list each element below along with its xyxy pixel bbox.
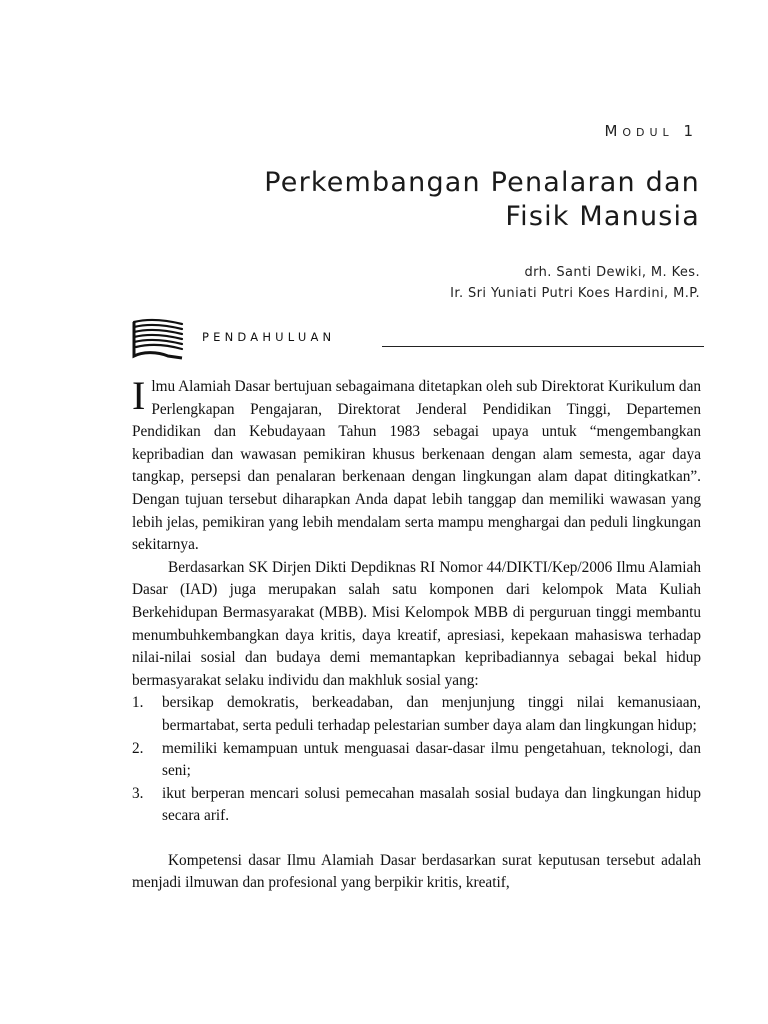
book-pages-icon: [132, 318, 184, 360]
list-item: [132, 692, 701, 737]
title-line-2: Fisik Manusia: [505, 201, 700, 232]
list-item: [132, 738, 701, 783]
module-label: Modul 1: [604, 122, 698, 140]
section-title: PENDAHULUAN: [202, 330, 336, 344]
paragraph-2: Berdasarkan SK Dirjen Dikti Depdiknas RI Nomor 44/DIKTI/Kep/2006 Ilmu Alamiah Dasar (IAD) juga merupakan salah satu komponen dari kelompok Mata Kuliah Berkehidupan Bermasyarakat (MBB). Misi Kelompok MBB di perguruan tinggi membantu menumbuhkembangkan daya kritis, daya kreatif, apresiasi, kepekaan mahasiswa terhadap nilai-nilai sosial dan budaya demi memantapkan kepribadiannya sebagai bekal hidup bermasyarakat selaku individu dan makhluk sosial yang:: [132, 558, 701, 689]
list-item: [132, 783, 701, 828]
list-item-text: memiliki kemampuan untuk menguasai dasar-dasar ilmu pengetahuan, teknologi, dan seni;: [162, 739, 701, 780]
list-item-number: 3.: [132, 784, 144, 802]
paragraph-spacer: [132, 828, 701, 850]
mission-list: [132, 692, 701, 828]
section-divider: [382, 346, 704, 347]
paragraph-1: [132, 373, 702, 557]
list-item-text: ikut berperan mencari solusi pemecahan masalah sosial budaya dan lingkungan hidup secara arif.: [162, 784, 701, 825]
paragraph-3: Kompetensi dasar Ilmu Alamiah Dasar berdasarkan surat keputusan tersebut adalah menjadi ilmuwan dan profesional yang berpikir kritis, kreatif,: [132, 851, 701, 892]
title-line-1: Perkembangan Penalaran dan: [264, 167, 700, 198]
author-1: drh. Santi Dewiki, M. Kes.: [524, 265, 700, 280]
list-item-text: bersikap demokratis, berkeadaban, dan menjunjung tinggi nilai kemanusiaan, bermartabat, serta peduli terhadap pelestarian sumber daya alam dan lingkungan hidup;: [162, 694, 701, 734]
paragraph-1-text: lmu Alamiah Dasar bertujuan sebagaimana ditetapkan oleh sub Direktorat Kurikulum dan Perlengkapan Pengajaran, Direktorat Jenderal Pendidikan Tinggi, Departemen Pendidikan dan Kebudayaan Tahun 1983 sebagai upaya untuk “mengembangkan kepribadian dan wawasan pemikiran khusus berkenaan dengan alam semesta, agar daya tangkap, persepsi dan penalaran berkenaan dengan lingkungan alam dapat ditingkatkan”. Dengan tujuan tersebut diharapkan Anda dapat lebih tanggap dan memiliki wawasan yang lebih jelas, pemikiran yang lebih mendalam serta mampu menghargai dan peduli lingkungan sekitarnya.: [132, 378, 702, 554]
author-2: Ir. Sri Yuniati Putri Koes Hardini, M.P.: [450, 286, 700, 301]
section-header: [132, 318, 704, 360]
page-title: [180, 166, 700, 234]
body-text: [132, 373, 702, 895]
author-list: [200, 262, 700, 304]
drop-cap: I: [132, 373, 146, 418]
list-item-number: 2.: [132, 739, 144, 757]
list-item-number: 1.: [132, 694, 144, 712]
